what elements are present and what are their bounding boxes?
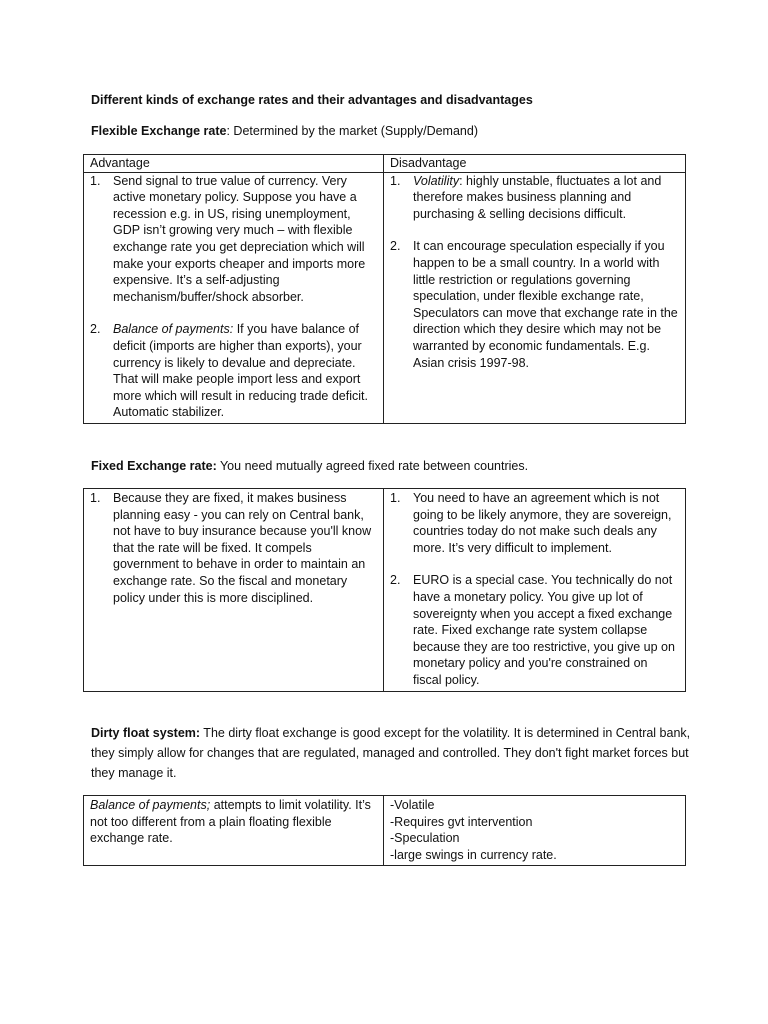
list-item: -Volatile <box>390 798 435 812</box>
flexible-disadvantages-cell <box>384 172 686 423</box>
flexible-advantages-cell <box>84 172 384 423</box>
list-number: 1. <box>90 173 101 188</box>
list-text: Send signal to true value of currency. Very active monetary policy. Suppose you have a recession e.g. in US, rising unemployment, GDP isn’t growing very much – with flexible exchange rate you get depreciation which will make your exports cheaper and imports more expensive. It’s a self-adjusting mechanism/buffer/shock absorber. <box>113 173 366 304</box>
list-text: If you have balance of deficit (imports are higher than exports), your currency is likely to devalue and depreciate. That will make people import less and export more which will result in reducing trade deficit. Automatic stabilizer. <box>113 322 368 420</box>
list-item <box>390 238 679 371</box>
dirty-content-row <box>84 796 686 866</box>
fixed-heading: Fixed Exchange rate: <box>91 459 217 473</box>
flexible-content-row <box>84 172 686 423</box>
list-text: : highly unstable, fluctuates a lot and therefore makes business planning and purchasing & selling decisions difficult. <box>413 173 662 221</box>
list-text: It can encourage speculation especially if you happen to be a small country. In a world with little restriction or regulations governing speculation, under flexible exchange rate, Speculators can move that exchange rate in the direction which they desire which may not be warranted by economic fundamentals. E.g. Asian crisis 1997-98. <box>413 239 678 370</box>
document-title: Different kinds of exchange rates and their advantages and disadvantages <box>91 93 533 107</box>
list-number: 2. <box>90 322 101 337</box>
fixed-table <box>83 488 686 692</box>
dirty-advantages-cell <box>84 796 384 866</box>
list-item: -Requires gvt intervention <box>390 814 533 829</box>
list-item <box>90 490 377 606</box>
flexible-table <box>83 154 686 424</box>
dirty-table <box>83 795 686 866</box>
dirty-intro <box>91 723 701 783</box>
dirty-description: The dirty float exchange is good except for the volatility. It is determined in Central bank, they simply allow for changes that are regulated, managed and controlled. They don't fight market forces but they manage it. <box>91 726 691 780</box>
flexible-intro <box>91 121 691 141</box>
list-text: Because they are fixed, it makes business planning easy - you can rely on Central bank, not have to buy insurance because you'll know that the rate will be fixed. It compels government to behave in order to maintain an exchange rate. So the fiscal and monetary policy under this is more disciplined. <box>113 491 372 605</box>
list-item <box>390 490 679 556</box>
fixed-disadvantages-cell <box>384 489 686 692</box>
list-item: -Speculation <box>390 831 460 846</box>
flexible-header-row <box>84 155 686 173</box>
dirty-disadvantages-cell <box>384 796 686 866</box>
disadvantage-header: Disadvantage <box>384 155 686 173</box>
list-item <box>390 173 679 223</box>
fixed-advantages-cell <box>84 489 384 692</box>
dirty-heading: Dirty float system: <box>91 726 201 740</box>
list-item <box>90 321 377 421</box>
fixed-description: You need mutually agreed fixed rate between countries. <box>216 459 529 473</box>
list-lead: Balance of payments: <box>113 322 234 337</box>
list-item <box>390 572 679 688</box>
list-lead: Volatility <box>413 173 460 188</box>
list-number: 2. <box>390 573 401 588</box>
flexible-heading: Flexible Exchange rate <box>91 124 227 138</box>
list-number: 2. <box>390 239 401 254</box>
fixed-intro <box>91 456 691 476</box>
fixed-content-row <box>84 489 686 692</box>
dirty-adv-lead: Balance of payments; <box>90 798 211 812</box>
list-item: -large swings in currency rate. <box>390 847 557 862</box>
list-number: 1. <box>90 491 101 505</box>
list-text: EURO is a special case. You technically do not have a monetary policy. You give up lot of sovereignty when you accept a fixed exchange rate. Fixed exchange rate system collapse because they are too restrictive, you give up on monetary policy and you're constrained on fiscal policy. <box>413 573 675 687</box>
list-number: 1. <box>390 491 401 505</box>
list-number: 1. <box>390 173 401 188</box>
dirty-adv-text: attempts to limit volatility. It’s not too different from a plain floating flexible exchange rate. <box>90 798 371 846</box>
list-item <box>90 173 377 306</box>
advantage-header: Advantage <box>84 155 384 173</box>
list-text: You need to have an agreement which is not going to be likely anymore, they are sovereign, countries today do not make such deals any more. It’s very difficult to implement. <box>413 491 672 555</box>
flexible-description: : Determined by the market (Supply/Demand) <box>226 124 478 138</box>
